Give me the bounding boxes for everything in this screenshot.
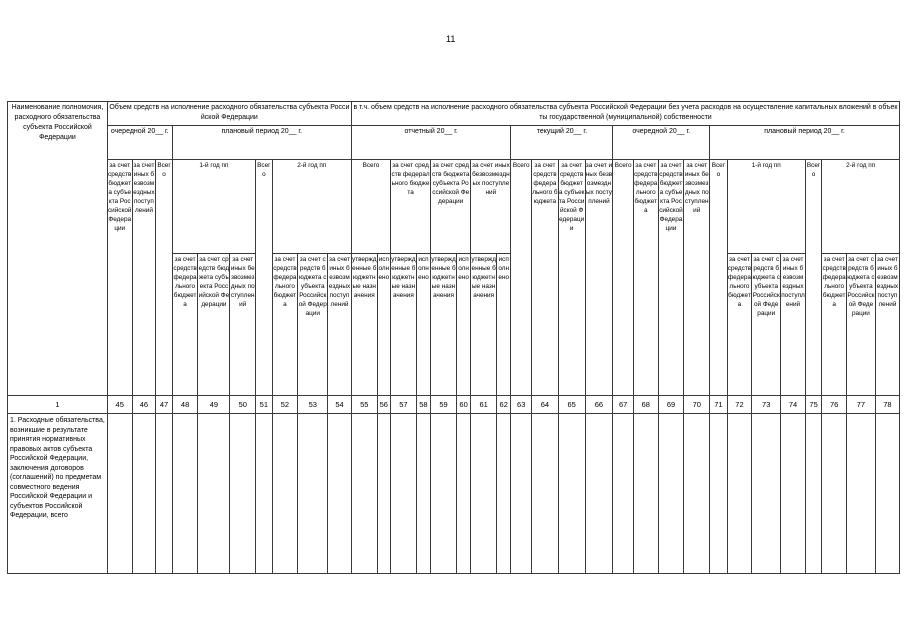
- table-cell: [172, 414, 198, 574]
- header-subj-budget: за счет средств бюджета субъекта Российской Федерации: [658, 160, 684, 396]
- column-number: 61: [471, 396, 497, 414]
- table-cell: [132, 414, 156, 574]
- header-next-year: очередной 20__ г.: [613, 126, 710, 160]
- table-cell: [230, 414, 256, 574]
- header-other-income: за счет иных безвозмездных поступлений: [781, 254, 806, 396]
- table-cell: [351, 414, 377, 574]
- column-number: 55: [351, 396, 377, 414]
- column-number: 63: [511, 396, 532, 414]
- header-other-income: за счет иных безвозмездных поступлений: [230, 254, 256, 396]
- header-subj-budget: за счет средств бюджета субъекта Российской Федерации: [107, 160, 132, 396]
- header-volume: Объем средств на исполнение расходного обязательства субъекта Российской Федерации: [107, 102, 351, 126]
- table-cell: [532, 414, 559, 574]
- header-subj-budget: за счет средств бюджета субъекта Российской Федерации: [752, 254, 781, 396]
- header-report-year: отчетный 20__ г.: [351, 126, 511, 160]
- column-number: 53: [298, 396, 328, 414]
- table-cell: [107, 414, 132, 574]
- column-number: 78: [875, 396, 899, 414]
- column-number: 67: [613, 396, 634, 414]
- row-label: 1. Расходные обязательства, возникшие в результате принятия нормативных правовых актов субъекта Российской Федерации, заключения договоров (соглашений) по предметам совместного ведения Российской Федерации и субъектов Российской Федерации, всего: [8, 414, 108, 574]
- column-number: 71: [710, 396, 728, 414]
- header-fed-budget: за счет средств федерального бюджета: [172, 254, 198, 396]
- table-cell: [298, 414, 328, 574]
- header-total: Всего: [256, 160, 272, 396]
- column-number: 60: [456, 396, 470, 414]
- column-number: 58: [416, 396, 430, 414]
- header-total: Всего: [351, 160, 390, 254]
- table-cell: [497, 414, 511, 574]
- column-number: 56: [377, 396, 390, 414]
- table-cell: [805, 414, 821, 574]
- table-cell: [416, 414, 430, 574]
- header-fed-budget: за счет средств федерального бюджета: [822, 254, 847, 396]
- header-subj-budget: за счет средств бюджета субъекта Российской Федерации: [298, 254, 328, 396]
- header-approved: утвержденные бюджетные назначения: [351, 254, 377, 396]
- header-fed-budget: за счет средств федерального бюджета: [633, 160, 658, 396]
- header-subj-budget: за счет средств бюджета субъекта Российской Федерации: [198, 254, 230, 396]
- table-cell: [875, 414, 899, 574]
- column-number: 64: [532, 396, 559, 414]
- table-cell: [431, 414, 457, 574]
- table-cell: [585, 414, 613, 574]
- column-number: 70: [684, 396, 710, 414]
- header-year1: 1-й год пп: [172, 160, 255, 254]
- column-number: 62: [497, 396, 511, 414]
- table-row: [8, 414, 900, 574]
- header-fed-budget: за счет средств федерального бюджета: [272, 254, 298, 396]
- header-total: Всего: [710, 160, 728, 396]
- header-executed: исполнено: [497, 254, 511, 396]
- column-number: 52: [272, 396, 298, 414]
- header-total: Всего: [805, 160, 821, 396]
- table-cell: [456, 414, 470, 574]
- table-cell: [658, 414, 684, 574]
- table-cell: [377, 414, 390, 574]
- header-executed: исполнено: [377, 254, 390, 396]
- column-number: 54: [328, 396, 352, 414]
- column-number: 74: [781, 396, 806, 414]
- table-cell: [198, 414, 230, 574]
- header-year2: 2-й год пп: [822, 160, 900, 254]
- column-number: 57: [391, 396, 417, 414]
- table-cell: [710, 414, 728, 574]
- header-other-income: за счет иных безвозмездных поступлений: [132, 160, 156, 396]
- appendix-table: [7, 101, 900, 574]
- column-number: 45: [107, 396, 132, 414]
- column-number: 66: [585, 396, 613, 414]
- column-number: 46: [132, 396, 156, 414]
- table-cell: [272, 414, 298, 574]
- column-number: 48: [172, 396, 198, 414]
- header-executed: исполнено: [416, 254, 430, 396]
- column-number: 69: [658, 396, 684, 414]
- column-number: 1: [8, 396, 108, 414]
- header-total: Всего: [156, 160, 172, 396]
- column-number: 68: [633, 396, 658, 414]
- header-fed-budget: за счет средств федерального бюджета: [532, 160, 559, 396]
- header-subj-budget: за счет средств бюджета субъекта Российской Федерации: [558, 160, 585, 396]
- header-fed-budget: за счет средств федерального бюджета: [391, 160, 431, 254]
- column-number: 73: [752, 396, 781, 414]
- header-plan-period: плановый период 20__ г.: [710, 126, 900, 160]
- table-cell: [156, 414, 172, 574]
- column-number: 65: [558, 396, 585, 414]
- header-approved: утвержденные бюджетные назначения: [431, 254, 457, 396]
- table-cell: [328, 414, 352, 574]
- table-cell: [822, 414, 847, 574]
- table-cell: [471, 414, 497, 574]
- header-approved: утвержденные бюджетные назначения: [391, 254, 417, 396]
- table-cell: [684, 414, 710, 574]
- header-other-income: за счет иных безвозмездных поступлений: [684, 160, 710, 396]
- header-including: в т.ч. объем средств на исполнение расходного обязательства субъекта Российской Федерации без учета расходов на осуществление капитальных вложений в объекты государственной (муниципальной) собственности: [351, 102, 899, 126]
- table-cell: [633, 414, 658, 574]
- table-cell: [781, 414, 806, 574]
- header-total: Всего: [511, 160, 532, 396]
- header-plan-period-volume: плановый период 20__ г.: [172, 126, 351, 160]
- column-number: 72: [727, 396, 752, 414]
- column-number: 77: [847, 396, 876, 414]
- header-year2: 2-й год пп: [272, 160, 351, 254]
- header-other-income: за счет иных безвозмездных поступлений: [328, 254, 352, 396]
- column-number: 49: [198, 396, 230, 414]
- table-cell: [613, 414, 634, 574]
- table-cell: [558, 414, 585, 574]
- table-cell: [752, 414, 781, 574]
- table-cell: [727, 414, 752, 574]
- column-number: 75: [805, 396, 821, 414]
- column-number: 47: [156, 396, 172, 414]
- table-cell: [511, 414, 532, 574]
- header-name-column: Наименование полномочия, расходного обязательства субъекта Российской Федерации: [8, 102, 108, 396]
- header-subj-budget: за счет средств бюджета субъекта Российской Федерации: [847, 254, 876, 396]
- header-current-year: текущий 20__ г.: [511, 126, 613, 160]
- header-approved: утвержденные бюджетные назначения: [471, 254, 497, 396]
- header-executed: исполнено: [456, 254, 470, 396]
- header-other-income: за счет иных безвозмездных поступлений: [875, 254, 899, 396]
- table-cell: [391, 414, 417, 574]
- table-cell: [847, 414, 876, 574]
- column-number: 76: [822, 396, 847, 414]
- column-number: 50: [230, 396, 256, 414]
- header-subj-budget: за счет средств бюджета субъекта Российской Федерации: [431, 160, 471, 254]
- header-year1: 1-й год пп: [727, 160, 805, 254]
- column-number: 51: [256, 396, 272, 414]
- header-other-income: за счет иных безвозмездных поступлений: [471, 160, 511, 254]
- header-fed-budget: за счет средств федерального бюджета: [727, 254, 752, 396]
- header-next-year-volume: очередной 20__ г.: [107, 126, 172, 160]
- header-total: Всего: [613, 160, 634, 396]
- header-other-income: за счет иных безвозмездных поступлений: [585, 160, 613, 396]
- table-cell: [256, 414, 272, 574]
- page-number: 11: [446, 34, 456, 44]
- column-number: 59: [431, 396, 457, 414]
